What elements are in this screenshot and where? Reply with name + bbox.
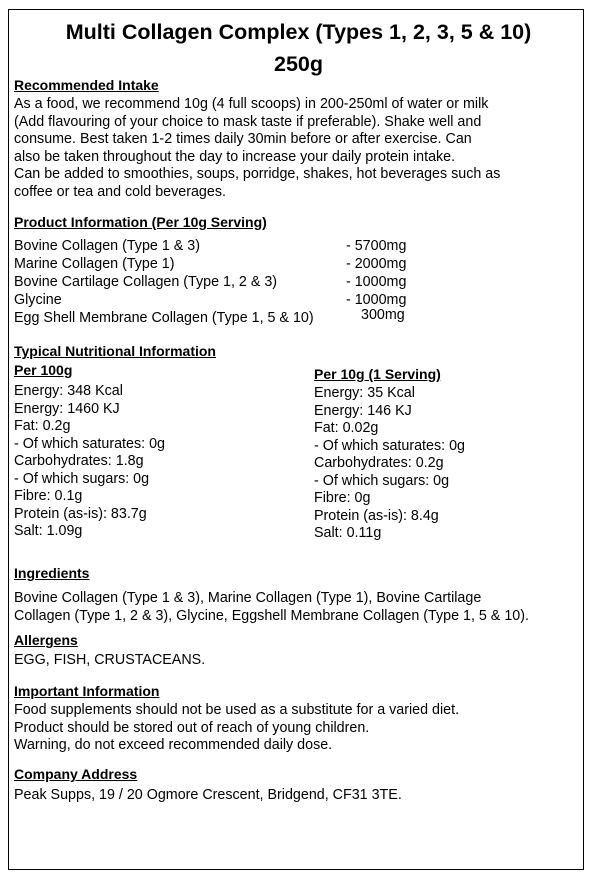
ingredients-line: Bovine Collagen (Type 1 & 3), Marine Collagen (Type 1), Bovine Cartilage bbox=[14, 590, 482, 606]
nutrition-row: Energy: 1460 KJ bbox=[14, 400, 120, 417]
recommended-intake-line: coffee or tea and cold beverages. bbox=[14, 183, 226, 200]
per-100g-heading: Per 100g bbox=[14, 362, 73, 378]
recommended-intake-line: (Add flavouring of your choice to mask taste if preferable). Shake well and bbox=[14, 113, 482, 130]
ingredient-name: Egg Shell Membrane Collagen (Type 1, 5 & 10) bbox=[14, 310, 314, 326]
ingredient-name: Marine Collagen (Type 1) bbox=[14, 256, 175, 272]
important-information-line: Product should be stored out of reach of young children. bbox=[14, 719, 370, 736]
allergens-text: EGG, FISH, CRUSTACEANS. bbox=[14, 652, 206, 668]
ingredient-name: Bovine Cartilage Collagen (Type 1, 2 & 3) bbox=[14, 274, 278, 290]
nutrition-row: Energy: 35 Kcal bbox=[314, 385, 415, 401]
important-information-text bbox=[14, 702, 459, 755]
ingredient-amount-row bbox=[14, 273, 407, 291]
recommended-intake-text bbox=[14, 96, 500, 201]
ingredients-line: Collagen (Type 1, 2 & 3), Glycine, Eggshell Membrane Collagen (Type 1, 5 & 10). bbox=[14, 607, 529, 624]
nutrition-row: Salt: 0.11g bbox=[314, 525, 382, 541]
ingredient-amount-row bbox=[14, 255, 407, 273]
ingredient-amount-row bbox=[14, 237, 407, 255]
ingredient-amount-row bbox=[14, 307, 405, 327]
recommended-intake-line: Can be added to smoothies, soups, porridge, shakes, hot beverages such as bbox=[14, 166, 501, 182]
nutrition-row: Carbohydrates: 1.8g bbox=[14, 453, 144, 469]
ingredient-amount: - 1000mg bbox=[346, 292, 407, 308]
recommended-intake-line: also be taken throughout the day to increase your daily protein intake. bbox=[14, 148, 456, 165]
nutrition-row: Carbohydrates: 0.2g bbox=[314, 455, 444, 471]
company-address-heading: Company Address bbox=[14, 766, 138, 782]
nutrition-row: Fat: 0.2g bbox=[14, 418, 71, 434]
nutrition-heading: Typical Nutritional Information bbox=[14, 343, 216, 359]
ingredient-name: Bovine Collagen (Type 1 & 3) bbox=[14, 238, 200, 254]
allergens-heading: Allergens bbox=[14, 632, 78, 648]
important-information-line: Warning, do not exceed recommended daily dose. bbox=[14, 737, 333, 753]
nutrition-row: - Of which saturates: 0g bbox=[314, 437, 465, 454]
nutrition-row: - Of which saturates: 0g bbox=[14, 435, 165, 452]
ingredient-amount-row bbox=[14, 291, 407, 309]
ingredient-name: Glycine bbox=[14, 292, 62, 308]
product-information-heading: Product Information (Per 10g Serving) bbox=[14, 214, 267, 230]
nutrition-row: Energy: 146 KJ bbox=[314, 402, 412, 419]
per-100g-column bbox=[14, 383, 165, 541]
ingredients-text bbox=[14, 590, 529, 625]
recommended-intake-line: consume. Best taken 1-2 times daily 30min before or after exercise. Can bbox=[14, 131, 472, 147]
product-weight: 250g bbox=[273, 52, 323, 76]
recommended-intake-line: As a food, we recommend 10g (4 full scoops) in 200-250ml of water or milk bbox=[14, 96, 489, 112]
important-information-line: Food supplements should not be used as a substitute for a varied diet. bbox=[14, 702, 460, 718]
ingredient-amount: - 1000mg bbox=[346, 274, 407, 290]
nutrition-row: Fibre: 0.1g bbox=[14, 488, 83, 504]
ingredient-amount: 300mg bbox=[361, 307, 405, 323]
nutrition-row: - Of which sugars: 0g bbox=[14, 470, 150, 487]
recommended-intake-heading: Recommended Intake bbox=[14, 77, 159, 93]
nutrition-row: Energy: 348 Kcal bbox=[14, 383, 123, 399]
product-title: Multi Collagen Complex (Types 1, 2, 3, 5 & 10) bbox=[65, 20, 532, 44]
ingredient-amount: - 5700mg bbox=[346, 238, 407, 254]
product-information-list bbox=[14, 237, 434, 329]
per-10g-column bbox=[314, 385, 465, 543]
nutrition-row: Protein (as-is): 8.4g bbox=[314, 507, 439, 524]
important-information-heading: Important Information bbox=[14, 683, 160, 699]
per-10g-heading: Per 10g (1 Serving) bbox=[314, 366, 441, 382]
ingredients-heading: Ingredients bbox=[14, 565, 90, 581]
nutrition-row: Fibre: 0g bbox=[314, 490, 371, 506]
ingredient-amount: - 2000mg bbox=[346, 256, 407, 272]
company-address-text: Peak Supps, 19 / 20 Ogmore Crescent, Bridgend, CF31 3TE. bbox=[14, 787, 402, 803]
nutrition-row: Fat: 0.02g bbox=[314, 420, 379, 436]
nutrition-row: Salt: 1.09g bbox=[14, 523, 83, 539]
nutrition-row: - Of which sugars: 0g bbox=[314, 472, 450, 489]
nutrition-row: Protein (as-is): 83.7g bbox=[14, 505, 147, 522]
